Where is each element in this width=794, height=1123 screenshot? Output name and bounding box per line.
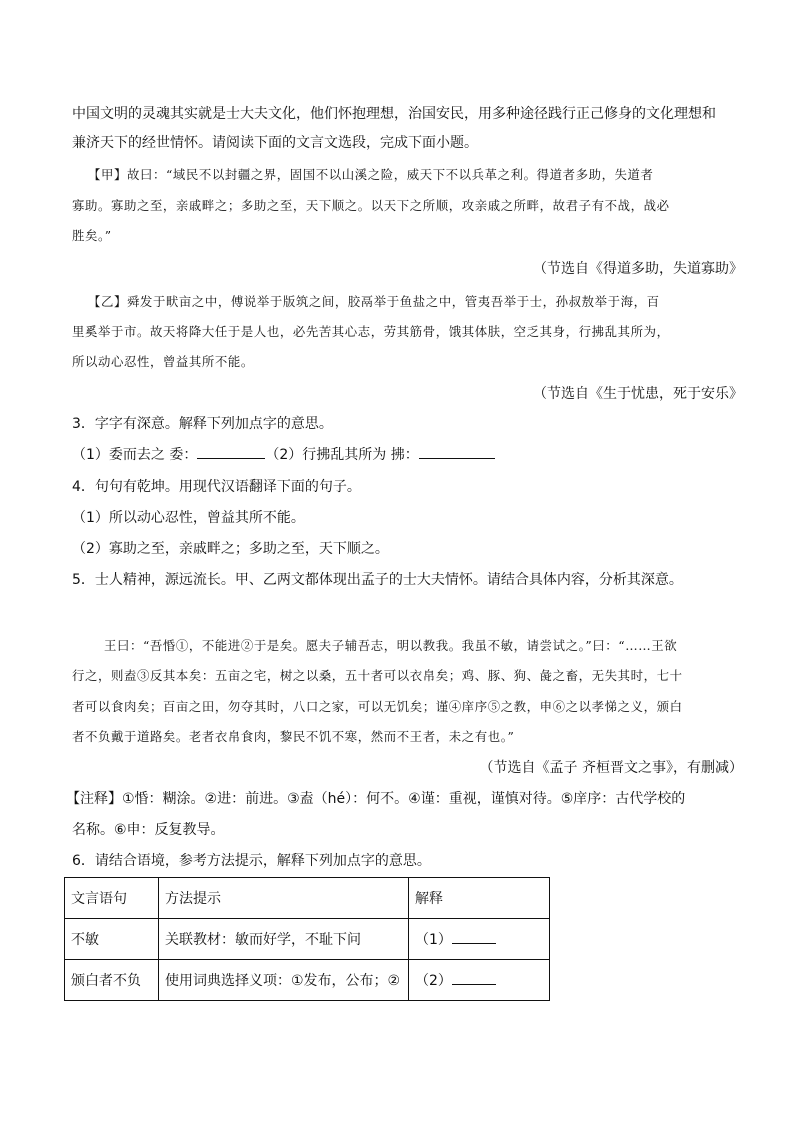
question-4-title: 4．句句有乾坤。用现代汉语翻译下面的句子。 xyxy=(72,479,361,495)
passage-yi-line-3: 所以动心忍性，曾益其所不能。 xyxy=(72,354,254,369)
passage-jia-source: （节选自《得道多助，失道寡助》 xyxy=(533,261,743,277)
question-4-item-1: （1）所以动心忍性，曾益其所不能。 xyxy=(72,510,305,526)
answer-blank-2[interactable] xyxy=(419,444,495,459)
passage-jia-line-3: 胜矣。” xyxy=(72,228,112,243)
passage-bing-line-4: 者不负戴于道路矣。老者衣帛食肉，黎民不饥不寒，然而不王者，未之有也。” xyxy=(72,729,515,744)
table-row xyxy=(65,919,550,960)
passage-yi-source: （节选自《生于忧患，死于安乐》 xyxy=(533,386,743,402)
table-header-method: 方法提示 xyxy=(159,878,409,919)
answer-blank-4[interactable] xyxy=(452,970,496,985)
table-cell-sentence: 颁白者不负 xyxy=(65,960,159,1001)
answer-label-2: （2） xyxy=(415,973,452,989)
answer-blank-1[interactable] xyxy=(197,444,265,459)
method-table xyxy=(64,877,550,1001)
notes-line-1: 【注释】①惛：糊涂。②进：前进。③盍（hé）：何不。④谨：重视，谨慎对待。⑤庠序：古代学校的 xyxy=(66,791,686,807)
table-header-explanation: 解释 xyxy=(409,878,550,919)
intro-line-1: 中国文明的灵魂其实就是士大夫文化，他们怀抱理想，治国安民，用多种途径践行正己修身的文化理想和 xyxy=(72,106,716,122)
table-row xyxy=(65,960,550,1001)
question-4-item-2: （2）寡助之至，亲戚畔之；多助之至，天下顺之。 xyxy=(72,541,389,557)
question-3-item-2: （2）行拂乱其所为 拂： xyxy=(265,447,419,463)
passage-yi-line-1: 【乙】舜发于畎亩之中，傅说举于版筑之间，胶鬲举于鱼盐之中，管夷吾举于士，孙叔敖举于海，百 xyxy=(88,294,660,309)
question-3-item-1: （1）委而去之 委： xyxy=(72,447,198,463)
passage-jia-line-2: 寡助。寡助之至，亲戚畔之；多助之至，天下顺之。以天下之所顺，攻亲戚之所畔，故君子有不战，战必 xyxy=(72,198,670,213)
table-cell-explanation xyxy=(409,919,550,960)
passage-bing-line-1: 王曰：“吾惛①，不能进②于是矣。愿夫子辅吾志，明以教我。我虽不敏，请尝试之。”曰：“……王欲 xyxy=(104,638,678,653)
table-cell-sentence: 不敏 xyxy=(65,919,159,960)
table-cell-method: 关联教材：敏而好学，不耻下问 xyxy=(159,919,409,960)
question-5-title: 5．士人精神，源远流长。甲、乙两文都体现出孟子的士大夫情怀。请结合具体内容，分析其深意。 xyxy=(72,572,683,588)
notes-line-2: 名称。⑥申：反复教导。 xyxy=(72,822,225,838)
passage-bing-line-3: 者可以食肉矣；百亩之田，勿夺其时，八口之家，可以无饥矣；谨④庠序⑤之教，申⑥之以孝悌之义，颁白 xyxy=(72,699,683,714)
passage-yi-line-2: 里奚举于市。故天将降大任于是人也，必先苦其心志，劳其筋骨，饿其体肤，空乏其身，行拂乱其所为， xyxy=(72,324,670,339)
passage-bing-line-2: 行之，则盍③反其本矣：五亩之宅，树之以桑，五十者可以衣帛矣；鸡、豚、狗、彘之畜，无失其时，七十 xyxy=(72,668,683,683)
table-cell-explanation xyxy=(409,960,550,1001)
passage-bing-source: （节选自《孟子 齐桓晋文之事》，有删减） xyxy=(479,760,743,776)
intro-line-2: 兼济天下的经世情怀。请阅读下面的文言文选段，完成下面小题。 xyxy=(72,135,478,151)
question-6-title: 6．请结合语境，参考方法提示，解释下列加点字的意思。 xyxy=(72,853,431,869)
answer-label-1: （1） xyxy=(415,932,452,948)
question-3-title: 3．字字有深意。解释下列加点字的意思。 xyxy=(72,416,333,432)
table-header-sentence: 文言语句 xyxy=(65,878,159,919)
table-cell-method: 使用词典选择义项：①发布，公布；② xyxy=(159,960,409,1001)
table-header-row xyxy=(65,878,550,919)
passage-jia-line-1: 【甲】故曰：“域民不以封疆之界，固国不以山溪之险，威天下不以兵革之利。得道者多助，失道者 xyxy=(88,167,654,182)
answer-blank-3[interactable] xyxy=(452,929,496,944)
question-3-items xyxy=(72,440,732,471)
